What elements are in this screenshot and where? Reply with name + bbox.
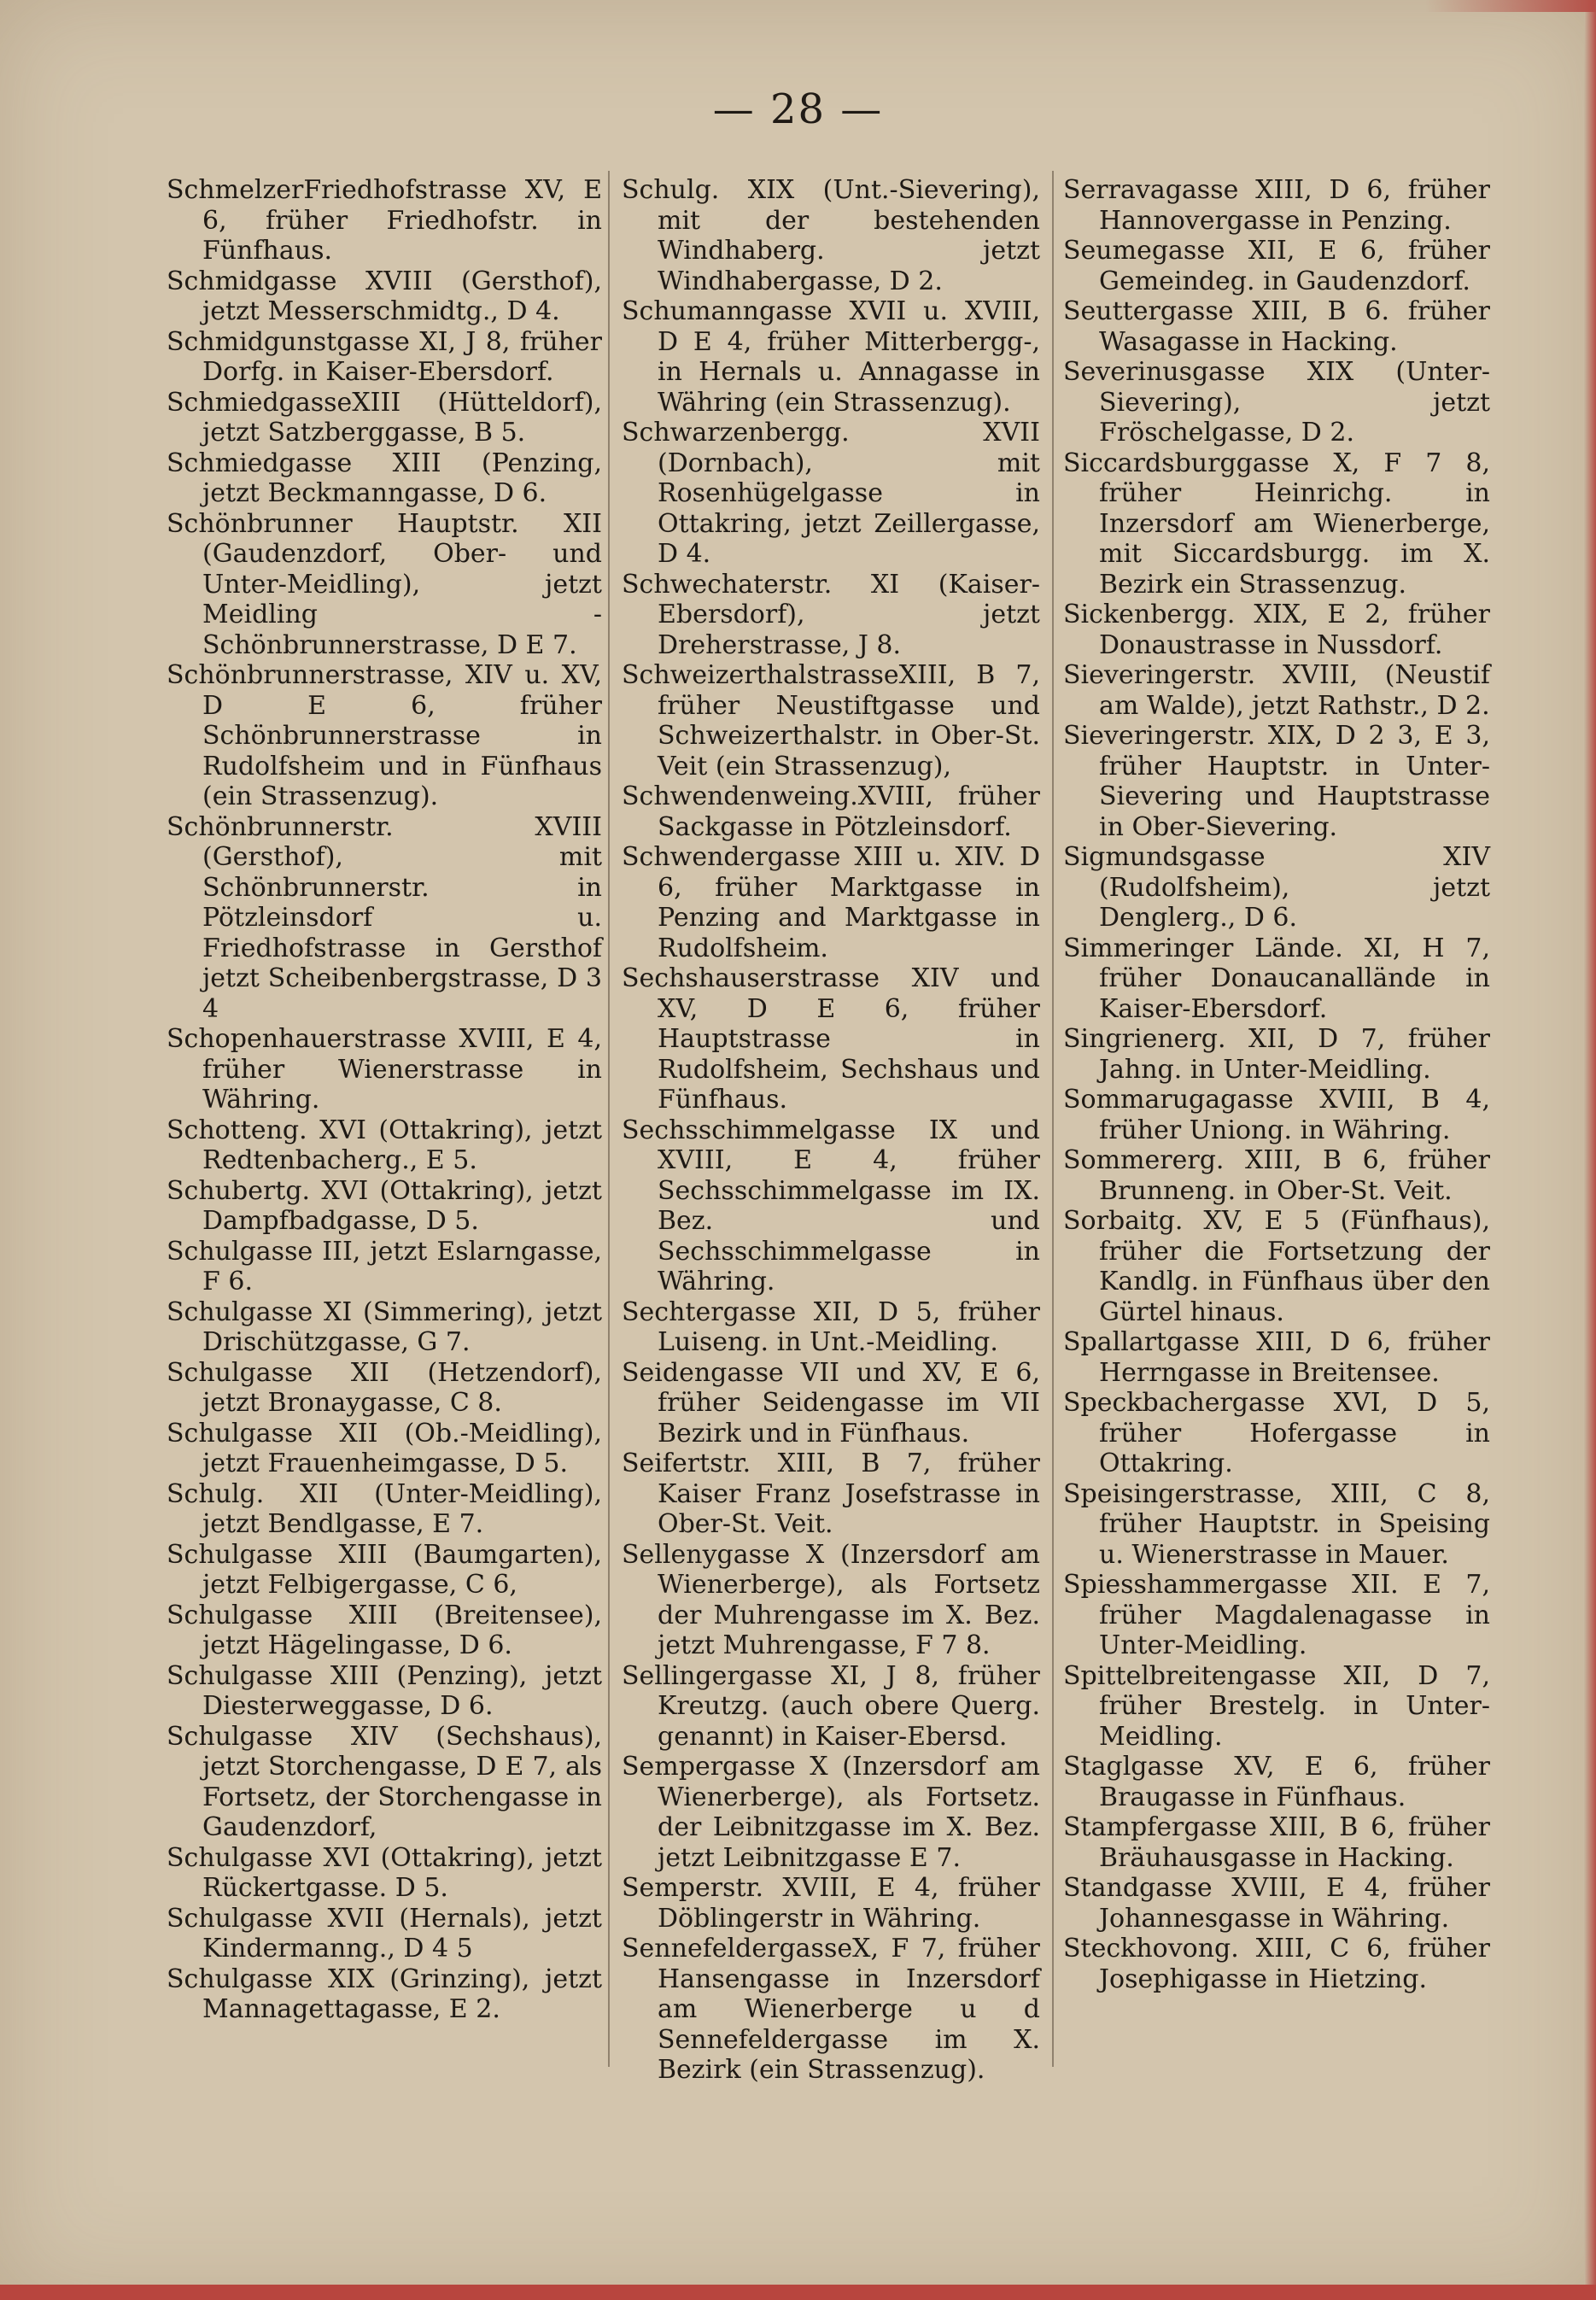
- street-entry: SchmiedgasseXIII (Hütteldorf), jetzt Satzberggasse, B 5.: [167, 387, 602, 448]
- street-entry: Schulgasse XIV (Sechshaus), jetzt Storchengasse, D E 7, als Fortsetz, der Storchengasse in Gaudenzdorf,: [167, 1721, 602, 1842]
- street-entry: Sorbaitg. XV, E 5 (Fünfhaus), früher die Fortsetzung der Kandlg. in Fünfhaus über den Gürtel hinaus.: [1063, 1206, 1490, 1327]
- street-entry: Schulgasse XIII (Penzing), jetzt Diesterweggasse, D 6.: [167, 1660, 602, 1721]
- street-entry: Speisingerstrasse, XIII, C 8, früher Hauptstr. in Speising u. Wienerstrasse in Mauer.: [1063, 1478, 1490, 1570]
- street-entry: Schulg. XIX (Unt.-Sievering), mit der bestehenden Windhaberg. jetzt Windhabergasse, D 2.: [622, 175, 1040, 296]
- street-entry: Spallartgasse XIII, D 6, früher Herrngasse in Breitensee.: [1063, 1327, 1490, 1388]
- page-number: — 28 —: [712, 85, 884, 133]
- street-entry: Schulgasse XVI (Ottakring), jetzt Rückertgasse. D 5.: [167, 1842, 602, 1903]
- street-entry: Schumanngasse XVII u. XVIII, D E 4, früher Mitterbergg-, in Hernals u. Annagasse in Währing (ein Strassenzug).: [622, 296, 1040, 418]
- street-entry: Schwendenweing.XVIII, früher Sackgasse in Pötzleinsdorf.: [622, 781, 1040, 842]
- street-entry: Schotteng. XVI (Ottakring), jetzt Redtenbacherg., E 5.: [167, 1115, 602, 1175]
- street-entry: Sechtergasse XII, D 5, früher Luiseng. in Unt.-Meidling.: [622, 1296, 1040, 1357]
- street-entry: Semperstr. XVIII, E 4, früher Döblingerstr in Währing.: [622, 1873, 1040, 1934]
- page-edge-top: [1425, 0, 1596, 12]
- street-entry: Schönbrunnerstr. XVIII (Gersthof), mit Schönbrunnerstr. in Pötzleinsdorf u. Friedhofstrasse in Gersthof jetzt Scheibenbergstrasse, D 3 4: [167, 811, 602, 1024]
- street-entry: Schulgasse XIII (Breitensee), jetzt Hägelingasse, D 6.: [167, 1600, 602, 1660]
- street-entry: Sieveringerstr. XVIII, (Neustif am Walde), jetzt Rathstr., D 2.: [1063, 660, 1490, 721]
- street-entry: SchweizerthalstrasseXIII, B 7, früher Neustiftgasse und Schweizerthalstr. in Ober-St. Veit (ein Strassenzug),: [622, 660, 1040, 781]
- street-entry: Schulgasse XII (Ob.-Meidling), jetzt Frauenheimgasse, D 5.: [167, 1418, 602, 1478]
- street-entry: Seifertstr. XIII, B 7, früher Kaiser Franz Josefstrasse in Ober-St. Veit.: [622, 1448, 1040, 1539]
- street-entry: Sommarugagasse XVIII, B 4, früher Uniong. in Währing.: [1063, 1085, 1490, 1145]
- column-right: [1063, 175, 1490, 1994]
- street-entry: Simmeringer Lände. XI, H 7, früher Donaucanallände in Kaiser-Ebersdorf.: [1063, 933, 1490, 1024]
- street-entry: Schulgasse XIII (Baumgarten), jetzt Felbigergasse, C 6,: [167, 1539, 602, 1600]
- street-entry: Serravagasse XIII, D 6, früher Hannovergasse in Penzing.: [1063, 175, 1490, 236]
- page-edge-right: [1584, 0, 1596, 2300]
- street-entry: Sickenbergg. XIX, E 2, früher Donaustrasse in Nussdorf.: [1063, 600, 1490, 660]
- column-divider: [608, 171, 610, 2067]
- street-entry: Schopenhauerstrasse XVIII, E 4, früher Wienerstrasse in Währing.: [167, 1024, 602, 1115]
- street-entry: Seumegasse XII, E 6, früher Gemeindeg. in Gaudenzdorf.: [1063, 236, 1490, 296]
- street-entry: SchmelzerFriedhofstrasse XV, E 6, früher Friedhofstr. in Fünfhaus.: [167, 175, 602, 266]
- street-entry: Severinusgasse XIX (Unter-Sievering), jetzt Fröschelgasse, D 2.: [1063, 357, 1490, 448]
- street-entry: Seuttergasse XIII, B 6. früher Wasagasse in Hacking.: [1063, 296, 1490, 357]
- street-entry: Schulgasse XIX (Grinzing), jetzt Mannagettagasse, E 2.: [167, 1963, 602, 2024]
- street-entry: Singrienerg. XII, D 7, früher Jahng. in Unter-Meidling.: [1063, 1024, 1490, 1085]
- street-entry: SennefeldergasseX, F 7, früher Hansengasse in Inzersdorf am Wienerberge u d Sennefeldergasse im X. Bezirk (ein Strassenzug).: [622, 1934, 1040, 2085]
- street-entry: Schulgasse III, jetzt Eslarngasse, F 6.: [167, 1236, 602, 1296]
- street-entry: Schwechaterstr. XI (Kaiser-Ebersdorf), jetzt Dreherstrasse, J 8.: [622, 569, 1040, 660]
- street-entry: Sempergasse X (Inzersdorf am Wienerberge), als Fortsetz. der Leibnitzgasse im X. Bez. jetzt Leibnitzgasse E 7.: [622, 1752, 1040, 1873]
- street-entry: Sieveringerstr. XIX, D 2 3, E 3, früher Hauptstr. in Unter-Sievering und Hauptstrasse in Ober-Sievering.: [1063, 721, 1490, 842]
- column-middle: [622, 175, 1040, 2086]
- street-entry: Schwarzenbergg. XVII (Dornbach), mit Rosenhügelgasse in Ottakring, jetzt Zeillergasse, D 4.: [622, 418, 1040, 569]
- street-entry: Sigmundsgasse XIV (Rudolfsheim), jetzt Denglerg., D 6.: [1063, 842, 1490, 933]
- street-entry: Sechsschimmelgasse IX und XVIII, E 4, früher Sechsschimmelgasse im IX. Bez. und Sechsschimmelgasse in Währing.: [622, 1115, 1040, 1296]
- street-entry: Schmidgunstgasse XI, J 8, früher Dorfg. in Kaiser-Ebersdorf.: [167, 326, 602, 387]
- street-entry: Sellenygasse X (Inzersdorf am Wienerberge), als Fortsetz der Muhrengasse im X. Bez. jetzt Muhrengasse, F 7 8.: [622, 1539, 1040, 1660]
- street-entry: Steckhovong. XIII, C 6, früher Josephigasse in Hietzing.: [1063, 1934, 1490, 1994]
- column-divider: [1052, 171, 1054, 2067]
- street-entry: Standgasse XVIII, E 4, früher Johannesgasse in Währing.: [1063, 1873, 1490, 1934]
- street-entry: Seidengasse VII und XV, E 6, früher Seidengasse im VII Bezirk und in Fünfhaus.: [622, 1357, 1040, 1448]
- street-entry: Sechshauserstrasse XIV und XV, D E 6, früher Hauptstrasse in Rudolfsheim, Sechshaus und Fünfhaus.: [622, 963, 1040, 1115]
- street-entry: Spiesshammergasse XII. E 7, früher Magdalenagasse in Unter-Meidling.: [1063, 1570, 1490, 1660]
- street-entry: Schulgasse XII (Hetzendorf), jetzt Bronaygasse, C 8.: [167, 1357, 602, 1418]
- street-entry: Staglgasse XV, E 6, früher Braugasse in Fünfhaus.: [1063, 1752, 1490, 1812]
- street-entry: Sellingergasse XI, J 8, früher Kreutzg. (auch obere Querg. genannt) in Kaiser-Ebersd.: [622, 1660, 1040, 1752]
- page-edge-bottom: [0, 2285, 1596, 2300]
- street-entry: Schönbrunner Hauptstr. XII (Gaudenzdorf, Ober- und Unter-Meidling), jetzt Meidling - Schönbrunnerstrasse, D E 7.: [167, 508, 602, 660]
- street-entry: Schulgasse XI (Simmering), jetzt Drischützgasse, G 7.: [167, 1296, 602, 1357]
- street-entry: Stampfergasse XIII, B 6, früher Bräuhausgasse in Hacking.: [1063, 1812, 1490, 1873]
- street-entry: Schönbrunnerstrasse, XIV u. XV, D E 6, früher Schönbrunnerstrasse in Rudolfsheim und in Fünfhaus (ein Strassenzug).: [167, 660, 602, 811]
- street-entry: Speckbachergasse XVI, D 5, früher Hofergasse in Ottakring.: [1063, 1388, 1490, 1478]
- street-entry: Schmidgasse XVIII (Gersthof), jetzt Messerschmidtg., D 4.: [167, 266, 602, 326]
- street-entry: Schulg. XII (Unter-Meidling), jetzt Bendlgasse, E 7.: [167, 1478, 602, 1539]
- column-left: [167, 175, 602, 2025]
- street-entry: Schwendergasse XIII u. XIV. D 6, früher Marktgasse in Penzing and Marktgasse in Rudolfsheim.: [622, 842, 1040, 963]
- street-entry: Schmiedgasse XIII (Penzing, jetzt Beckmanngasse, D 6.: [167, 448, 602, 508]
- street-entry: Schulgasse XVII (Hernals), jetzt Kindermanng., D 4 5: [167, 1903, 602, 1963]
- street-entry: Spittelbreitengasse XII, D 7, früher Brestelg. in Unter-Meidling.: [1063, 1660, 1490, 1752]
- street-entry: Schubertg. XVI (Ottakring), jetzt Dampfbadgasse, D 5.: [167, 1175, 602, 1236]
- street-entry: Siccardsburggasse X, F 7 8, früher Heinrichg. in Inzersdorf am Wienerberge, mit Siccardsburgg. im X. Bezirk ein Strassenzug.: [1063, 448, 1490, 600]
- street-entry: Sommererg. XIII, B 6, früher Brunneng. in Ober-St. Veit.: [1063, 1145, 1490, 1206]
